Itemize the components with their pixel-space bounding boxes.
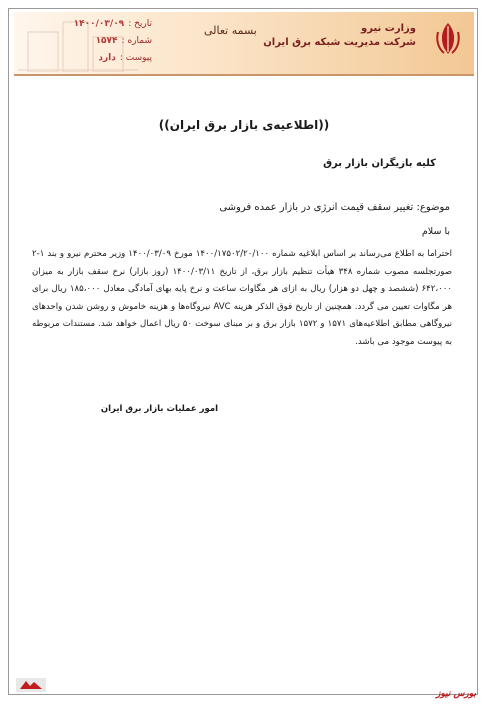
basmala: بسمه تعالی bbox=[204, 24, 257, 37]
signature: امور عملیات بازار برق ایران bbox=[100, 404, 218, 414]
company-name: شرکت مدیریت شبکه برق ایران bbox=[263, 37, 416, 48]
document-title: ((اطلاعیه‌ی بازار برق ایران)) bbox=[158, 118, 330, 132]
source-watermark: بورس نیوز bbox=[436, 689, 476, 699]
letter-meta bbox=[22, 16, 152, 67]
iran-emblem-icon bbox=[432, 20, 464, 58]
attachment-label: پیوست : bbox=[119, 53, 152, 63]
footer-logo-icon bbox=[16, 678, 46, 692]
subject-line: موضوع: تغییر سقف قیمت انرژی در بازار عمده فروشی bbox=[219, 202, 450, 213]
date-label: تاریخ : bbox=[128, 19, 152, 29]
recipient: کلیه بازیگران بازار برق bbox=[323, 158, 436, 169]
number-value: ۱۵۷۴ bbox=[95, 36, 118, 46]
organization-name bbox=[263, 22, 416, 50]
ministry-name: وزارت نیرو bbox=[361, 23, 416, 34]
number-row bbox=[22, 33, 152, 50]
attachment-value: دارد bbox=[98, 53, 116, 63]
number-label: شماره : bbox=[121, 36, 152, 46]
body-paragraph: احتراما به اطلاع می‌رساند بر اساس ابلاغیه شماره ۱۴۰۰/۱۷۵۰۲/۲۰/۱۰۰ مورخ ۱۴۰۰/۰۳/۰۹ وزیر محترم نیرو و بند ۱-۲ صورتجلسه مصوب شماره ۳۴۸ هیأت تنظیم بازار برق، از تاریخ ۱۴۰۰/۰۳/۱۱ (روز بازار) نرخ سقف بازار به میزان ۶۴۲،۰۰۰ (ششصد و چهل دو هزار) ریال به ازای هر مگاوات ساعت و نرخ پایه بهای آمادگی معادل ۱۸۵،۰۰۰ ریال برای هر مگاوات تعیین می گردد. همچنین از تاریخ فوق الذکر هزینه AVC نیروگاه‌ها و هزینه خاموش و روشن شدن واحدهای نیروگاهی مطابق اطلاعیه‌های ۱۵۷۱ و ۱۵۷۲ بازار برق و بر مبنای سوخت ۵۰ ریال اعمال خواهد شد. مستندات مربوطه به پیوست موجود می باشد. bbox=[32, 249, 453, 347]
greeting: با سلام bbox=[421, 226, 450, 237]
attachment-row bbox=[22, 50, 152, 67]
date-row bbox=[22, 16, 152, 33]
letterhead bbox=[14, 12, 474, 76]
date-value: ۱۴۰۰/۰۳/۰۹ bbox=[73, 19, 125, 29]
